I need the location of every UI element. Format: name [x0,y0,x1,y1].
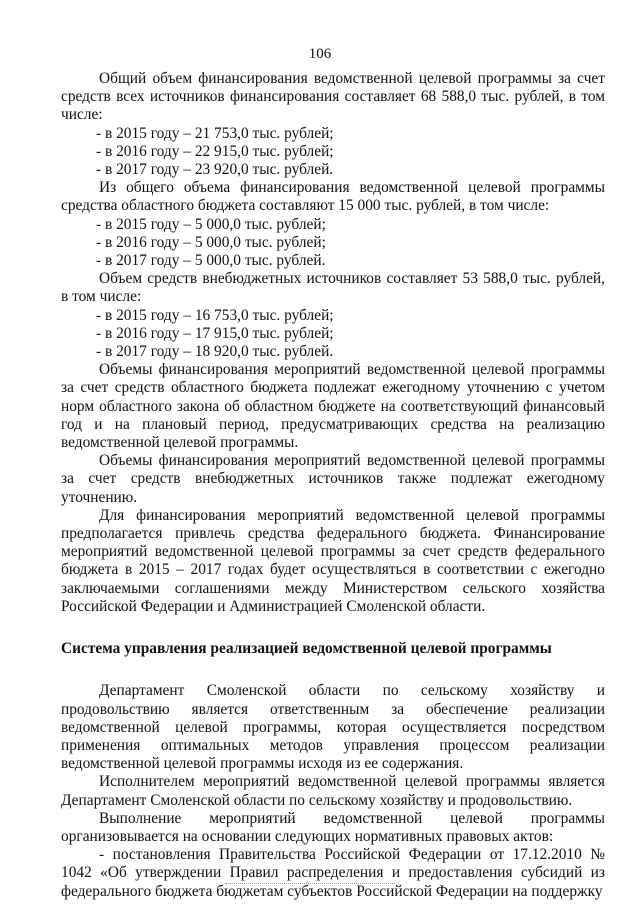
list-item: - в 2015 году – 5 000,0 тыс. рублей; [96,215,326,233]
list-item: - в 2017 году – 18 920,0 тыс. рублей. [96,343,334,361]
paragraph-total-funding: Общий объем финансирования ведомственной целевой программы за счет средств всех источников финансирования составляет 68 588,0 тыс. рублей, в том числе: [61,70,605,124]
paragraph-legal-basis: Выполнение мероприятий ведомственной целевой программы организовывается на основании следующих нормативных правовых актов: [61,809,605,845]
list-item: - в 2015 году – 21 753,0 тыс. рублей; [96,124,334,142]
section-heading: Система управления реализацией ведомственной целевой программы [61,640,552,658]
paragraph-regional-clarification: Объемы финансирования мероприятий ведомственной целевой программы за счет средств областного бюджета подлежат ежегодному уточнению с учетом норм областного закона об областном бюджете на соответствующий финансовый год и на плановый период, предусматривающих средства на реализацию ведомственной целевой программы. [61,361,605,452]
scan-artifact-line [225,883,395,885]
list-item: - в 2016 году – 5 000,0 тыс. рублей; [96,233,326,251]
paragraph-federal-budget: Для финансирования мероприятий ведомственной целевой программы предполагается привлечь средства федерального бюджета. Финансирование мероприятий ведомственной целевой программы за счет средств федерального бюджета в 2015 – 2017 годах будет осуществляться в соответствии с ежегодно заключаемыми соглашениями между Министерством сельского хозяйства Российской Федерации и Администрацией Смоленской области. [61,506,605,615]
paragraph-extrabudgetary: Объем средств внебюджетных источников составляет 53 588,0 тыс. рублей, в том числе: [61,270,605,306]
page-number: 106 [308,46,332,62]
list-item: - в 2017 году – 23 920,0 тыс. рублей. [96,161,334,179]
list-item: - в 2016 году – 22 915,0 тыс. рублей; [96,142,334,160]
list-item: - в 2017 году – 5 000,0 тыс. рублей. [96,252,326,270]
list-item: - в 2015 году – 16 753,0 тыс. рублей; [96,306,334,324]
list-item: - в 2016 году – 17 915,0 тыс. рублей; [96,324,334,342]
paragraph-government-decree: - постановления Правительства Российской Федерации от 17.12.2010 № 1042 «Об утверждении Правил распределения и предоставления субсидий из федерального бюджета бюджетам субъектов Российской Федерации на поддержку [61,846,605,900]
paragraph-responsible-department: Департамент Смоленской области по сельскому хозяйству и продовольствию является ответственным за обеспечение реализации ведомственной целевой программы, которая осуществляется посредством применения оптимальных методов управления процессом реализации ведомственной целевой программы исходя из ее содержания. [61,682,605,773]
page-content [61,70,605,901]
paragraph-extrabudgetary-clarification: Объемы финансирования мероприятий ведомственной целевой программы за счет средств внебюджетных источников также подлежат ежегодному уточнению. [61,452,605,506]
paragraph-regional-budget: Из общего объема финансирования ведомственной целевой программы средства областного бюджета составляют 15 000 тыс. рублей, в том числе: [61,179,605,215]
paragraph-executor: Исполнителем мероприятий ведомственной целевой программы является Департамент Смоленской области по сельскому хозяйству и продовольствию. [61,773,605,809]
